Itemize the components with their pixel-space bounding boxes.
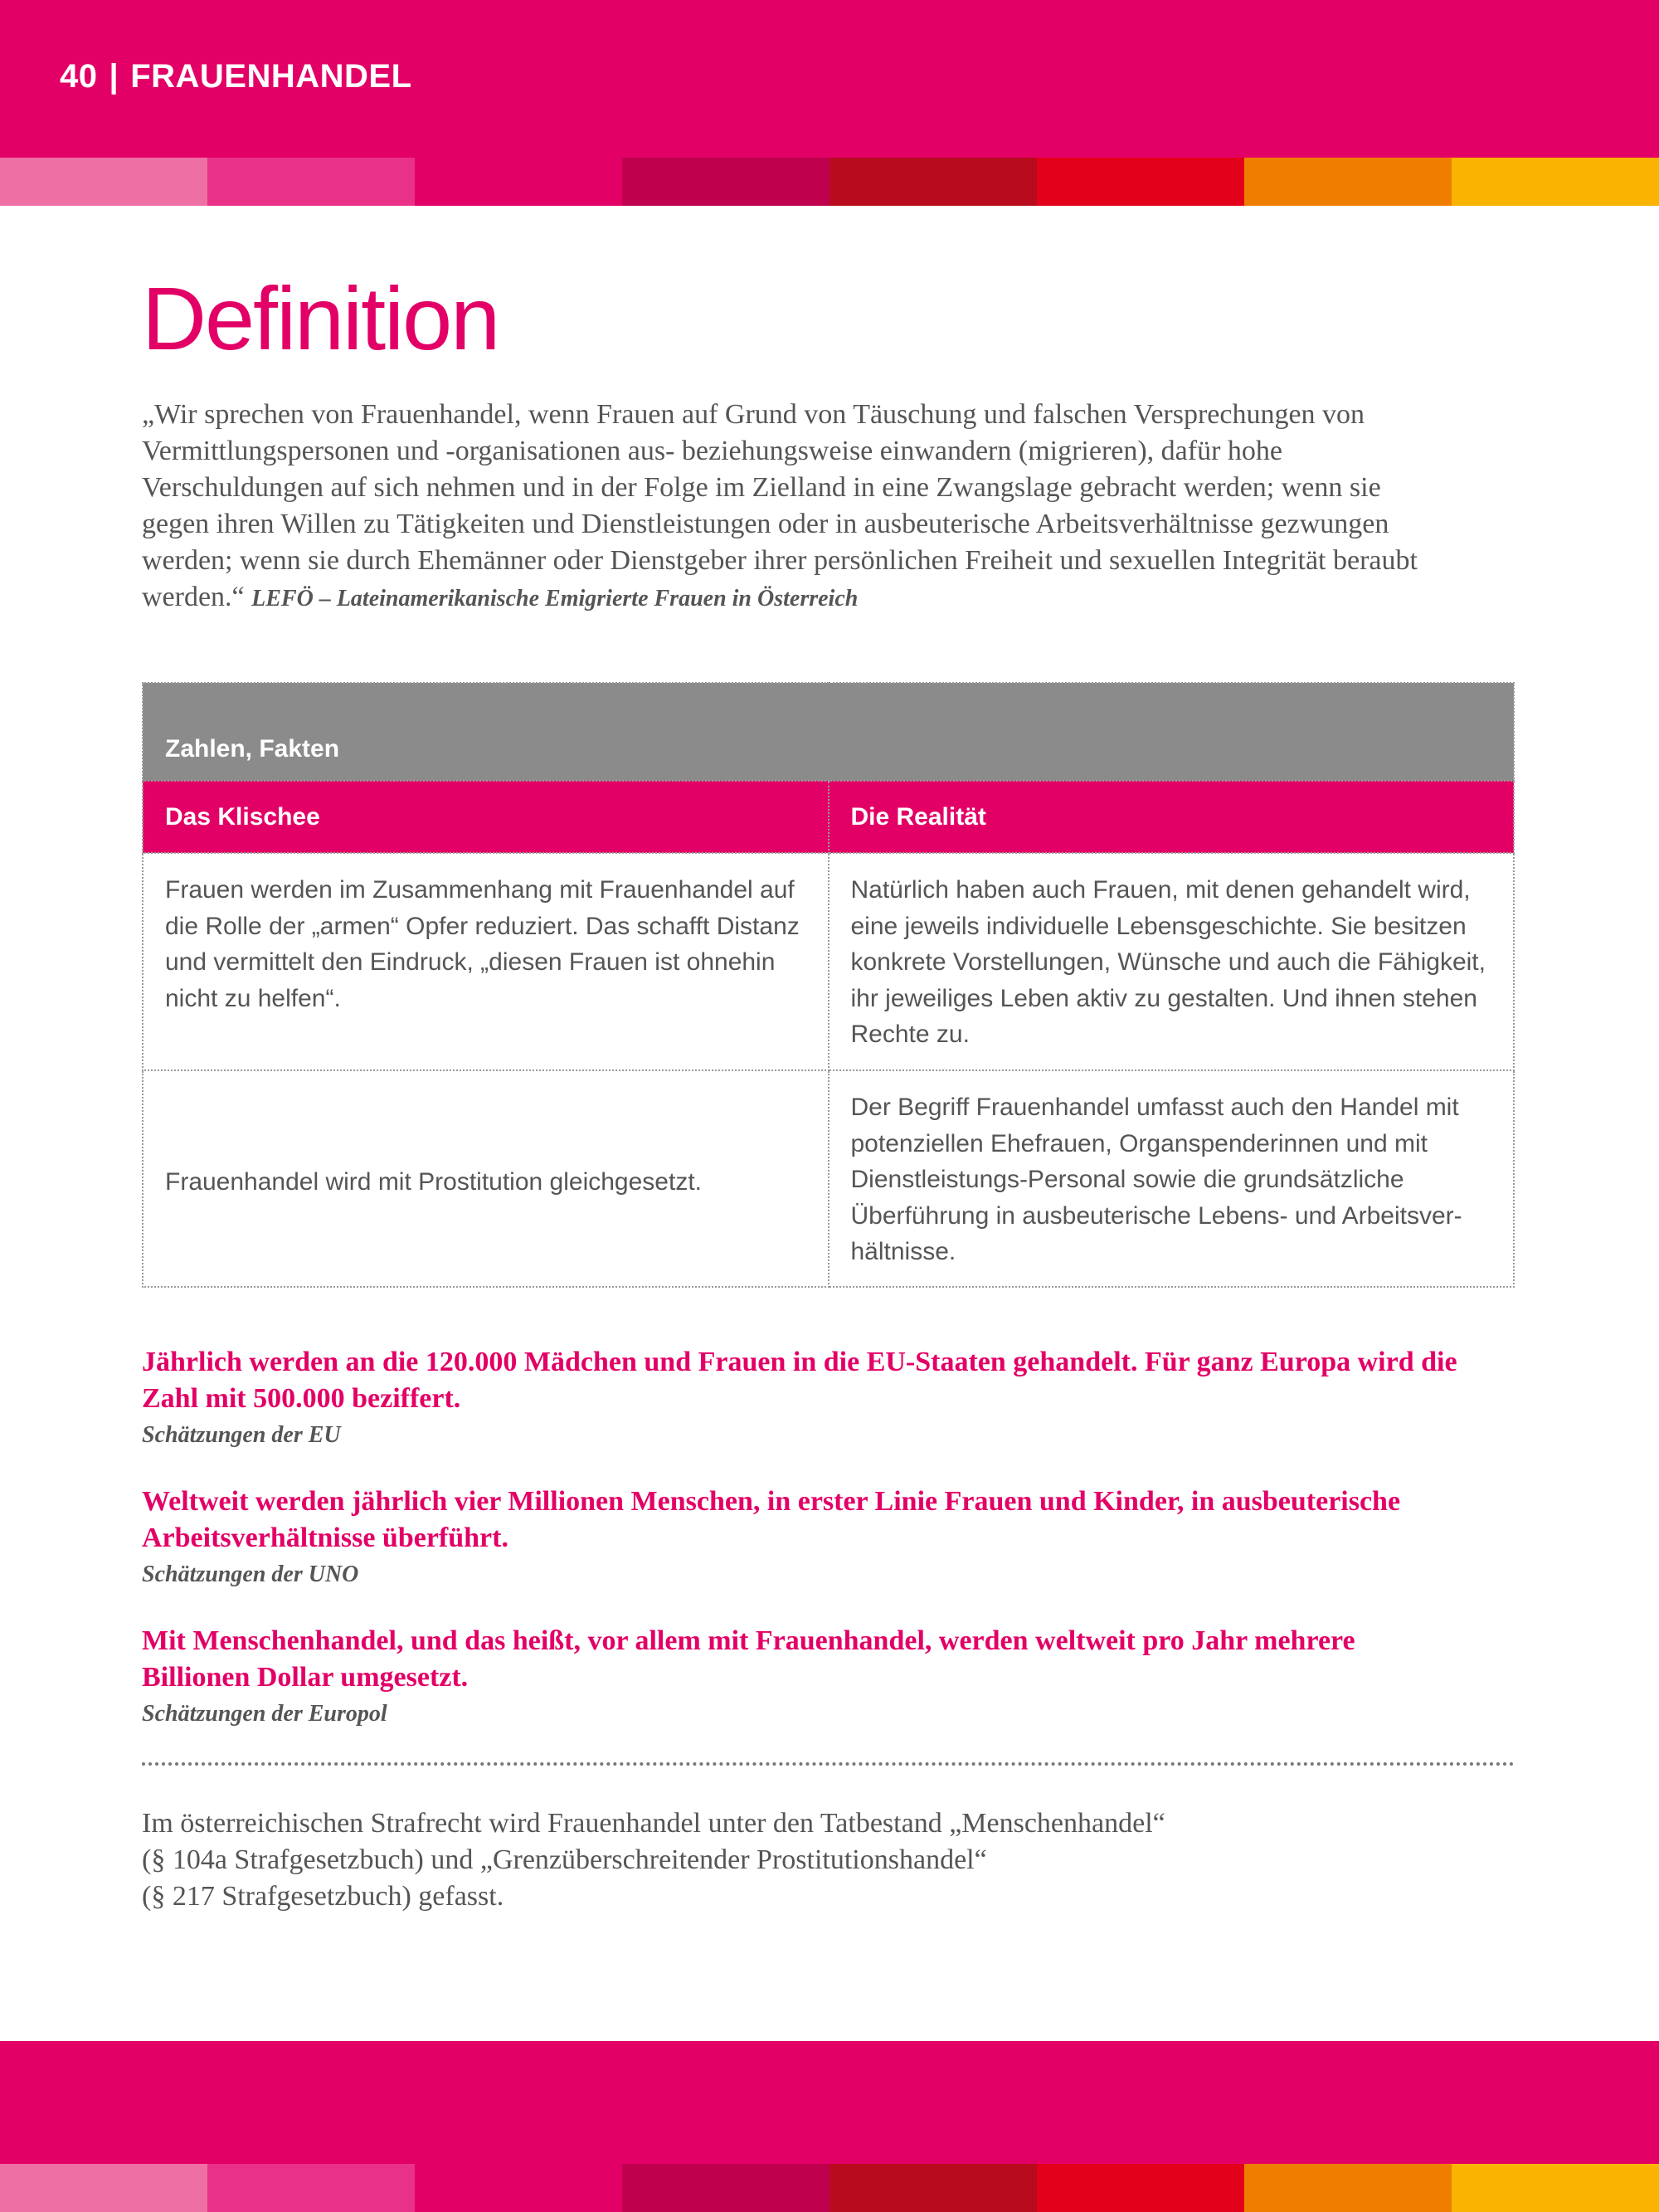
statistic-line: Mit Menschenhandel, und das heißt, vor allem mit Frauenhandel, werden weltweit pro Jahr mehrere: [142, 1625, 1355, 1656]
statistic-source: Schätzungen der Europol: [142, 1701, 387, 1727]
statistic-source: Schätzungen der UNO: [142, 1562, 359, 1587]
quote-line: Verschuldungen auf sich nehmen und in der Folge im Zielland in eine Zwangslage gebracht werden; wenn sie: [142, 472, 1381, 503]
dotted-divider: [142, 1762, 1515, 1766]
cell-line: nicht zu helfen“.: [165, 984, 341, 1012]
facts-table-title: Zahlen, Fakten: [143, 683, 1514, 781]
header-separator: |: [109, 58, 119, 95]
statistic-line: Zahl mit 500.000 beziffert.: [142, 1383, 461, 1414]
footer-band: [0, 2041, 1659, 2164]
cell-line: hältnisse.: [850, 1238, 956, 1265]
cell-line: eine jeweils individuelle Lebensgeschichte. Sie besitzen: [850, 912, 1467, 940]
statistic-source: Schätzungen der EU: [142, 1422, 341, 1448]
stripe-segment: [830, 158, 1037, 206]
stripe-segment: [207, 158, 415, 206]
closing-line: (§ 104a Strafgesetzbuch) und „Grenzüberschreitender Prostitutionshandel“: [142, 1844, 987, 1875]
cell-line: Dienstleistungs-Personal sowie die grundsätzliche: [850, 1166, 1404, 1193]
definition-quote: [142, 397, 1515, 617]
cell-line: ihr jeweiliges Leben aktiv zu gestalten. Und ihnen stehen: [850, 984, 1477, 1012]
quote-line: werden.“: [142, 582, 252, 612]
stripe-segment: [207, 2164, 415, 2212]
cell-line: Frauen werden im Zusammenhang mit Frauenhandel auf: [165, 876, 795, 904]
statistic-line: Billionen Dollar umgesetzt.: [142, 1662, 469, 1693]
stripe-segment: [622, 2164, 830, 2212]
top-color-stripe: [0, 158, 1659, 206]
quote-line: gegen ihren Willen zu Tätigkeiten und Dienstleistungen oder in ausbeuterische Arbeitsverhältnisse gezwungen: [142, 509, 1389, 539]
quote-line: werden; wenn sie durch Ehemänner oder Dienstgeber ihrer persönlichen Freiheit und sexuellen Integrität beraubt: [142, 545, 1418, 576]
stripe-segment: [830, 2164, 1037, 2212]
closing-paragraph: [142, 1805, 1515, 1915]
cell-line: die Rolle der „armen“ Opfer reduziert. Das schafft Distanz: [165, 912, 800, 940]
stripe-segment: [0, 2164, 207, 2212]
cell-line: und vermittelt den Eindruck, „diesen Frauen ist ohnehin: [165, 948, 776, 976]
column-header-cliche: Das Klischee: [143, 781, 829, 853]
cell-line: konkrete Vorstellungen, Wünsche und auch die Fähigkeit,: [850, 948, 1486, 976]
statistic-line: Weltweit werden jährlich vier Millionen Menschen, in erster Linie Frauen und Kinder, in ausbeuterische: [142, 1486, 1401, 1517]
stripe-segment: [1037, 158, 1244, 206]
cell-line: Natürlich haben auch Frauen, mit denen gehandelt wird,: [850, 876, 1471, 904]
definition-title: Definition: [142, 268, 499, 368]
reality-cell: [829, 853, 1515, 1070]
cell-line: Überführung in ausbeuterische Lebens- und Arbeitsver-: [850, 1201, 1462, 1230]
main-content: [142, 268, 1515, 1915]
column-header-reality: Die Realität: [829, 781, 1515, 853]
cell-line: Frauenhandel wird mit Prostitution gleichgesetzt.: [165, 1167, 702, 1196]
stripe-segment: [622, 158, 830, 206]
closing-line: (§ 217 Strafgesetzbuch) gefasst.: [142, 1881, 504, 1912]
table-row: [143, 1070, 1514, 1287]
stripe-segment: [1244, 158, 1452, 206]
statistic-item: [142, 1344, 1515, 1454]
cliche-cell: [143, 853, 829, 1070]
statistic-line: Arbeitsverhältnisse überführt.: [142, 1523, 508, 1553]
cell-line: potenziellen Ehefrauen, Organspenderinnen und mit: [850, 1129, 1428, 1157]
stripe-segment: [1244, 2164, 1452, 2212]
page-header-label: [60, 58, 412, 95]
statistics-section: [142, 1344, 1515, 1732]
cliche-cell: [143, 1070, 829, 1287]
stripe-segment: [415, 2164, 622, 2212]
cell-line: Rechte zu.: [850, 1021, 970, 1048]
page-number: 40: [60, 58, 98, 95]
facts-table: [142, 682, 1515, 1288]
table-row: [143, 853, 1514, 1070]
cell-line: Der Begriff Frauenhandel umfasst auch den Handel mit: [850, 1094, 1459, 1121]
stripe-segment: [1452, 158, 1659, 206]
quote-line: „Wir sprechen von Frauenhandel, wenn Frauen auf Grund von Täuschung und falschen Versprechungen von: [142, 399, 1365, 430]
reality-cell: [829, 1070, 1515, 1287]
statistic-text: [142, 1344, 1515, 1417]
statistic-item: [142, 1484, 1515, 1593]
statistic-text: [142, 1484, 1515, 1557]
stripe-segment: [0, 158, 207, 206]
statistic-line: Jährlich werden an die 120.000 Mädchen und Frauen in die EU-Staaten gehandelt. Für ganz Europa wird die: [142, 1347, 1457, 1377]
quote-line: Vermittlungspersonen und -organisationen aus- beziehungsweise einwandern (migrieren), dafür hohe: [142, 436, 1283, 466]
bottom-color-stripe: [0, 2164, 1659, 2212]
header-band: [0, 0, 1659, 158]
stripe-segment: [1037, 2164, 1244, 2212]
quote-source: LEFÖ – Lateinamerikanische Emigrierte Frauen in Österreich: [251, 586, 859, 611]
stripe-segment: [415, 158, 622, 206]
closing-line: Im österreichischen Strafrecht wird Frauenhandel unter den Tatbestand „Menschenhandel“: [142, 1808, 1165, 1839]
statistic-text: [142, 1623, 1515, 1696]
section-title: FRAUENHANDEL: [130, 58, 412, 95]
statistic-item: [142, 1623, 1515, 1732]
stripe-segment: [1452, 2164, 1659, 2212]
